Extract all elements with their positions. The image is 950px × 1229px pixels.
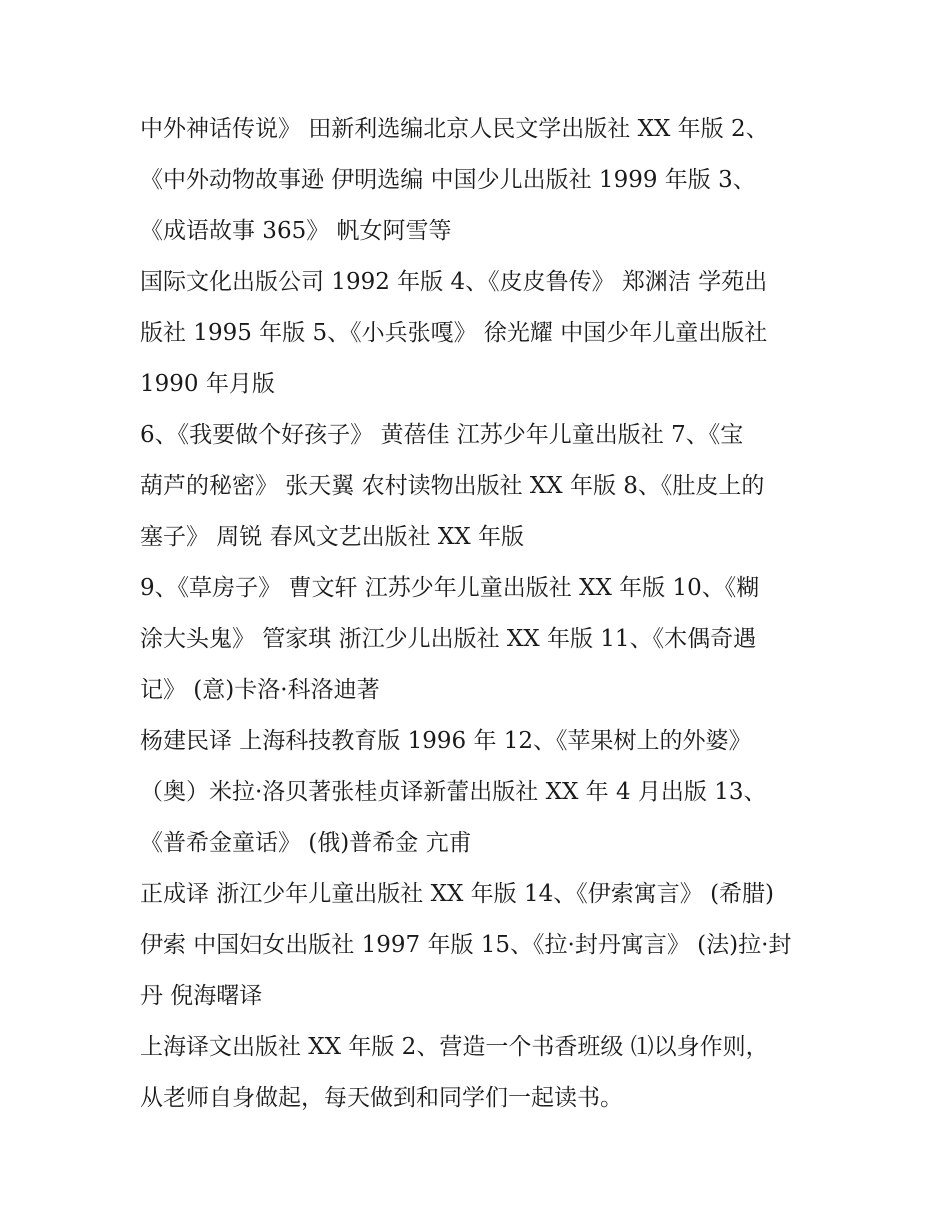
text-line: 6、《我要做个好孩子》 黄蓓佳 江苏少年儿童出版社 7、《宝 bbox=[140, 422, 744, 448]
text-line: 记》 (意)卡洛·科洛迪著 bbox=[140, 677, 380, 703]
text-line: 从老师自身做起，每天做到和同学们一起读书。 bbox=[140, 1085, 623, 1111]
text-line: 丹 倪海曙译 bbox=[140, 983, 263, 1009]
text-line: 涂大头鬼》 管家琪 浙江少儿出版社 XX 年版 11、《木偶奇遇 bbox=[140, 626, 757, 652]
text-line: 《中外动物故事逊 伊明选编 中国少儿出版社 1999 年版 3、 bbox=[140, 167, 756, 193]
text-line: 9、《草房子》 曹文轩 江苏少年儿童出版社 XX 年版 10、《糊 bbox=[140, 575, 760, 601]
text-line: 正成译 浙江少年儿童出版社 XX 年版 14、《伊索寓言》 (希腊) bbox=[140, 881, 775, 907]
text-line: 葫芦的秘密》 张天翼 农村读物出版社 XX 年版 8、《肚皮上的 bbox=[140, 473, 765, 499]
text-line: 塞子》 周锐 春风文艺出版社 XX 年版 bbox=[140, 524, 524, 550]
text-line: 《普希金童话》 (俄)普希金 亢甫 bbox=[140, 830, 472, 856]
text-line: 《成语故事 365》 帆女阿雪等 bbox=[140, 218, 452, 244]
text-line: 版社 1995 年版 5、《小兵张嘎》 徐光耀 中国少年儿童出版社 bbox=[140, 320, 768, 346]
text-line: 上海译文出版社 XX 年版 2、营造一个书香班级 ⑴以身作则， bbox=[140, 1034, 769, 1060]
document-body bbox=[140, 104, 830, 1124]
text-line: 1990 年月版 bbox=[140, 371, 275, 397]
text-line: 杨建民译 上海科技教育版 1996 年 12、《苹果树上的外婆》 bbox=[140, 728, 752, 754]
text-line: （奥）米拉·洛贝著张桂贞译新蕾出版社 XX 年 4 月出版 13、 bbox=[140, 779, 767, 805]
text-line: 国际文化出版公司 1992 年版 4、《皮皮鲁传》 郑渊洁 学苑出 bbox=[140, 269, 768, 295]
text-line: 中外神话传说》 田新利选编北京人民文学出版社 XX 年版 2、 bbox=[140, 116, 769, 142]
text-line: 伊索 中国妇女出版社 1997 年版 15、《拉·封丹寓言》 (法)拉·封 bbox=[140, 932, 792, 958]
